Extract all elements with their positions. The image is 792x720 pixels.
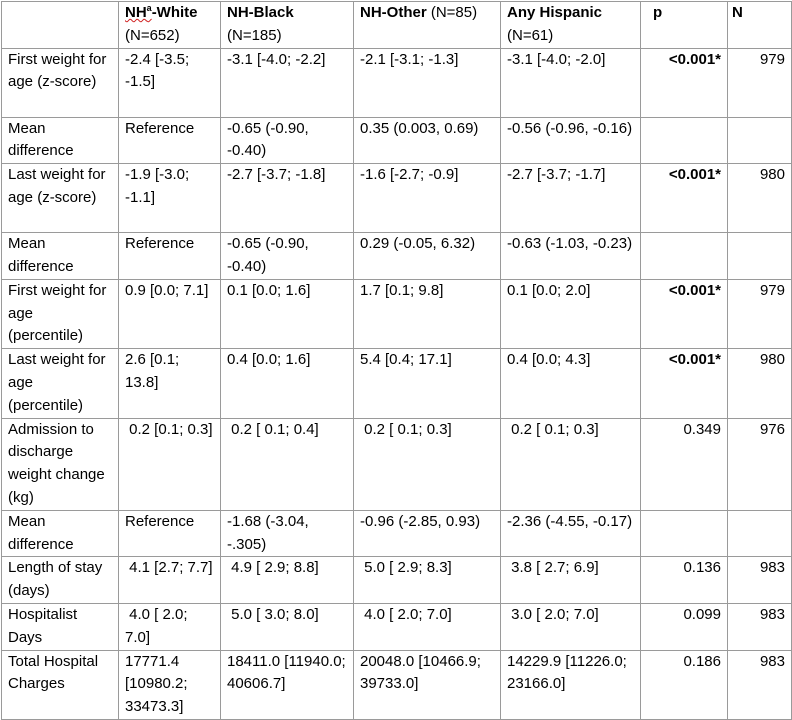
n-value: 983 xyxy=(728,603,792,650)
header-nh-white: $NH^a$-White (N=652) xyxy=(119,2,221,49)
nh-black-value: 0.1 [0.0; 1.6] xyxy=(221,279,354,348)
table-row xyxy=(2,48,792,117)
nh-other-value: 0.29 (-0.05, 6.32) xyxy=(354,233,501,280)
header-row xyxy=(2,2,792,49)
nh-other-value: 4.0 [ 2.0; 7.0] xyxy=(354,603,501,650)
row-label: First weight for age (z-score) xyxy=(2,48,119,117)
p-value: 0.186 xyxy=(641,650,728,719)
nh-other-value: -2.1 [-3.1; -1.3] xyxy=(354,48,501,117)
nh-black-value: 0.4 [0.0; 1.6] xyxy=(221,349,354,418)
n-value: 979 xyxy=(728,279,792,348)
results-table xyxy=(1,1,792,720)
nh-other-value: 1.7 [0.1; 9.8] xyxy=(354,279,501,348)
any-hispanic-value: 14229.9 [11226.0; 23166.0] xyxy=(501,650,641,719)
nh-white-value: -2.4 [-3.5; -1.5] xyxy=(119,48,221,117)
any-hispanic-value: -2.36 (-4.55, -0.17) xyxy=(501,510,641,557)
table-row xyxy=(2,279,792,348)
p-value: 0.099 xyxy=(641,603,728,650)
table-row xyxy=(2,603,792,650)
nh-black-value: -0.65 (-0.90, -0.40) xyxy=(221,117,354,164)
nh-white-value: -1.9 [-3.0; -1.1] xyxy=(119,164,221,233)
row-label: Admission to discharge weight change (kg) xyxy=(2,418,119,510)
nh-white-value: 0.9 [0.0; 7.1] xyxy=(119,279,221,348)
n-value: 980 xyxy=(728,164,792,233)
nh-black-value: 5.0 [ 3.0; 8.0] xyxy=(221,603,354,650)
header-nh-prefix: $NH^a$ xyxy=(125,3,152,21)
nh-other-value: 5.0 [ 2.9; 8.3] xyxy=(354,557,501,604)
p-value: <0.001* xyxy=(641,48,728,117)
p-value: 0.136 xyxy=(641,557,728,604)
table-row xyxy=(2,418,792,510)
table-row xyxy=(2,557,792,604)
table-row xyxy=(2,510,792,557)
any-hispanic-value: -0.56 (-0.96, -0.16) xyxy=(501,117,641,164)
p-value xyxy=(641,233,728,280)
n-value: 983 xyxy=(728,557,792,604)
header-any-hispanic: Any Hispanic (N=61) xyxy=(501,2,641,49)
n-value: 976 xyxy=(728,418,792,510)
nh-black-value: -0.65 (-0.90, -0.40) xyxy=(221,233,354,280)
nh-other-value: -1.6 [-2.7; -0.9] xyxy=(354,164,501,233)
p-value xyxy=(641,510,728,557)
header-nh-black-n: (N=185) xyxy=(227,26,282,44)
header-variable-cell xyxy=(2,2,119,49)
row-label: Mean difference xyxy=(2,117,119,164)
row-label: First weight for age (percentile) xyxy=(2,279,119,348)
nh-black-value: -3.1 [-4.0; -2.2] xyxy=(221,48,354,117)
nh-white-value: 17771.4 [10980.2; 33473.3] xyxy=(119,650,221,719)
any-hispanic-value: -3.1 [-4.0; -2.0] xyxy=(501,48,641,117)
header-nh-white-n: (N=652) xyxy=(125,26,180,44)
n-value xyxy=(728,117,792,164)
nh-other-value: 20048.0 [10466.9; 39733.0] xyxy=(354,650,501,719)
row-label: Total Hospital Charges xyxy=(2,650,119,719)
n-value: 983 xyxy=(728,650,792,719)
row-label: Length of stay (days) xyxy=(2,557,119,604)
row-label: Last weight for age (z-score) xyxy=(2,164,119,233)
header-nh-other-n: (N=85) xyxy=(430,4,478,21)
header-p-value: p xyxy=(641,2,728,49)
nh-white-value: 4.1 [2.7; 7.7] xyxy=(119,557,221,604)
row-label: Mean difference xyxy=(2,233,119,280)
p-value: 0.349 xyxy=(641,418,728,510)
row-label: Last weight for age (percentile) xyxy=(2,349,119,418)
nh-white-value: Reference xyxy=(119,233,221,280)
n-value xyxy=(728,510,792,557)
row-label: Mean difference xyxy=(2,510,119,557)
any-hispanic-value: 3.0 [ 2.0; 7.0] xyxy=(501,603,641,650)
header-any-hispanic-n: (N=61) xyxy=(507,26,554,44)
nh-black-value: 4.9 [ 2.9; 8.8] xyxy=(221,557,354,604)
n-value xyxy=(728,233,792,280)
any-hispanic-value: 0.4 [0.0; 4.3] xyxy=(501,349,641,418)
nh-white-value: 4.0 [ 2.0; 7.0] xyxy=(119,603,221,650)
p-value: <0.001* xyxy=(641,279,728,348)
p-value xyxy=(641,117,728,164)
nh-black-value: 18411.0 [11940.0; 40606.7] xyxy=(221,650,354,719)
any-hispanic-value: 0.2 [ 0.1; 0.3] xyxy=(501,418,641,510)
nh-other-value: -0.96 (-2.85, 0.93) xyxy=(354,510,501,557)
any-hispanic-value: -2.7 [-3.7; -1.7] xyxy=(501,164,641,233)
p-value: <0.001* xyxy=(641,349,728,418)
header-nh-black: NH-Black (N=185) xyxy=(221,2,354,49)
nh-white-value: Reference xyxy=(119,510,221,557)
header-nh-other: NH-Other (N=85) xyxy=(354,2,501,49)
header-n-count: N xyxy=(728,2,792,49)
table-row xyxy=(2,650,792,719)
nh-white-value: 2.6 [0.1; 13.8] xyxy=(119,349,221,418)
table-row xyxy=(2,117,792,164)
any-hispanic-value: 3.8 [ 2.7; 6.9] xyxy=(501,557,641,604)
nh-black-value: -2.7 [-3.7; -1.8] xyxy=(221,164,354,233)
nh-other-value: 0.35 (0.003, 0.69) xyxy=(354,117,501,164)
nh-black-value: 0.2 [ 0.1; 0.4] xyxy=(221,418,354,510)
n-value: 979 xyxy=(728,48,792,117)
any-hispanic-value: -0.63 (-1.03, -0.23) xyxy=(501,233,641,280)
table-row xyxy=(2,164,792,233)
table-row xyxy=(2,233,792,280)
row-label: Hospitalist Days xyxy=(2,603,119,650)
n-value: 980 xyxy=(728,349,792,418)
nh-black-value: -1.68 (-3.04, -.305) xyxy=(221,510,354,557)
nh-other-value: 5.4 [0.4; 17.1] xyxy=(354,349,501,418)
table-row xyxy=(2,349,792,418)
nh-other-value: 0.2 [ 0.1; 0.3] xyxy=(354,418,501,510)
nh-white-value: Reference xyxy=(119,117,221,164)
p-value: <0.001* xyxy=(641,164,728,233)
nh-white-value: 0.2 [0.1; 0.3] xyxy=(119,418,221,510)
any-hispanic-value: 0.1 [0.0; 2.0] xyxy=(501,279,641,348)
